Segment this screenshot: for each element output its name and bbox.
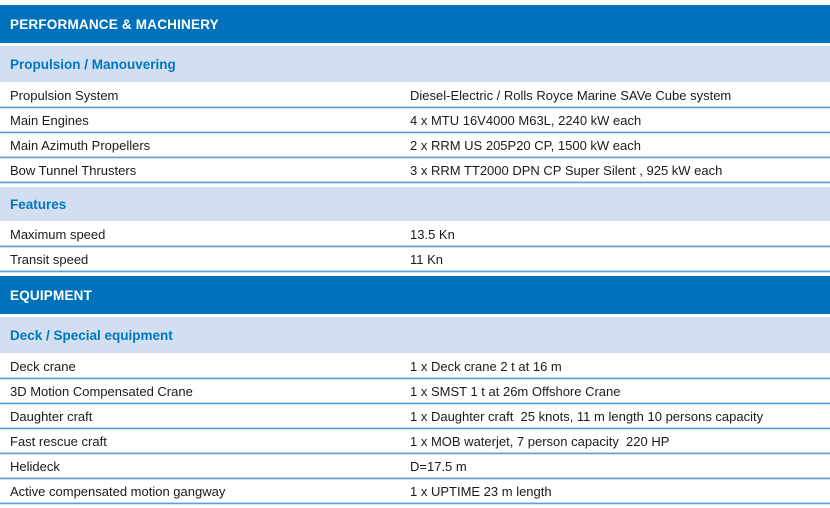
table-row [0, 248, 830, 270]
spec-label: Main Azimuth Propellers [10, 137, 151, 153]
table-row [0, 405, 830, 427]
spec-value: 1 x UPTIME 23 m length [410, 483, 552, 499]
spec-value: 1 x SMST 1 t at 26m Offshore Crane [410, 383, 621, 399]
subsection-header-label: Deck / Special equipment [10, 327, 173, 343]
section-header-label: EQUIPMENT [10, 287, 93, 303]
table-row [0, 380, 830, 402]
subsection-header-features [0, 187, 830, 221]
table-row [0, 134, 830, 156]
table-row [0, 455, 830, 477]
table-row [0, 480, 830, 502]
table-row [0, 430, 830, 452]
subsection-header-deck-special-equipment [0, 317, 830, 353]
table-row [0, 355, 830, 377]
spec-label: Daughter craft [10, 408, 93, 424]
spec-label: Maximum speed [10, 226, 106, 242]
spec-value: 1 x MOB waterjet, 7 person capacity 220 HP [410, 433, 670, 449]
spec-label: Transit speed [10, 251, 89, 267]
subsection-header-label: Features [10, 196, 67, 212]
row-divider [0, 502, 830, 505]
section-header-label: PERFORMANCE & MACHINERY [10, 16, 219, 32]
table-row [0, 109, 830, 131]
row-divider [0, 181, 830, 184]
spec-value: 13.5 Kn [410, 226, 455, 242]
table-row [0, 159, 830, 181]
spec-label: Bow Tunnel Thrusters [10, 162, 137, 178]
subsection-header-propulsion-manouvering [0, 46, 830, 82]
deck-equipment-rows [0, 355, 830, 505]
spec-value: Diesel-Electric / Rolls Royce Marine SAVe Cube system [410, 87, 732, 103]
table-row [0, 223, 830, 245]
spec-value: 1 x Daughter craft 25 knots, 11 m length 10 persons capacity [410, 408, 764, 424]
row-divider [0, 270, 830, 273]
spec-label: 3D Motion Compensated Crane [10, 383, 193, 399]
subsection-header-label: Propulsion / Manouvering [10, 56, 176, 72]
spec-label: Propulsion System [10, 87, 119, 103]
table-row [0, 84, 830, 106]
spec-label: Helideck [10, 458, 60, 474]
section-header-performance-machinery [0, 5, 830, 43]
spec-value: 4 x MTU 16V4000 M63L, 2240 kW each [410, 112, 642, 128]
spec-value: 2 x RRM US 205P20 CP, 1500 kW each [410, 137, 641, 153]
propulsion-rows [0, 84, 830, 184]
spec-label: Fast rescue craft [10, 433, 107, 449]
spec-value: 3 x RRM TT2000 DPN CP Super Silent , 925 kW each [410, 162, 723, 178]
features-rows [0, 223, 830, 273]
spec-value: 1 x Deck crane 2 t at 16 m [410, 358, 562, 374]
spec-label: Active compensated motion gangway [10, 483, 226, 499]
spec-label: Main Engines [10, 112, 89, 128]
spec-value: D=17.5 m [410, 458, 467, 474]
section-header-equipment [0, 276, 830, 314]
spec-label: Deck crane [10, 358, 76, 374]
spec-value: 11 Kn [410, 251, 444, 267]
